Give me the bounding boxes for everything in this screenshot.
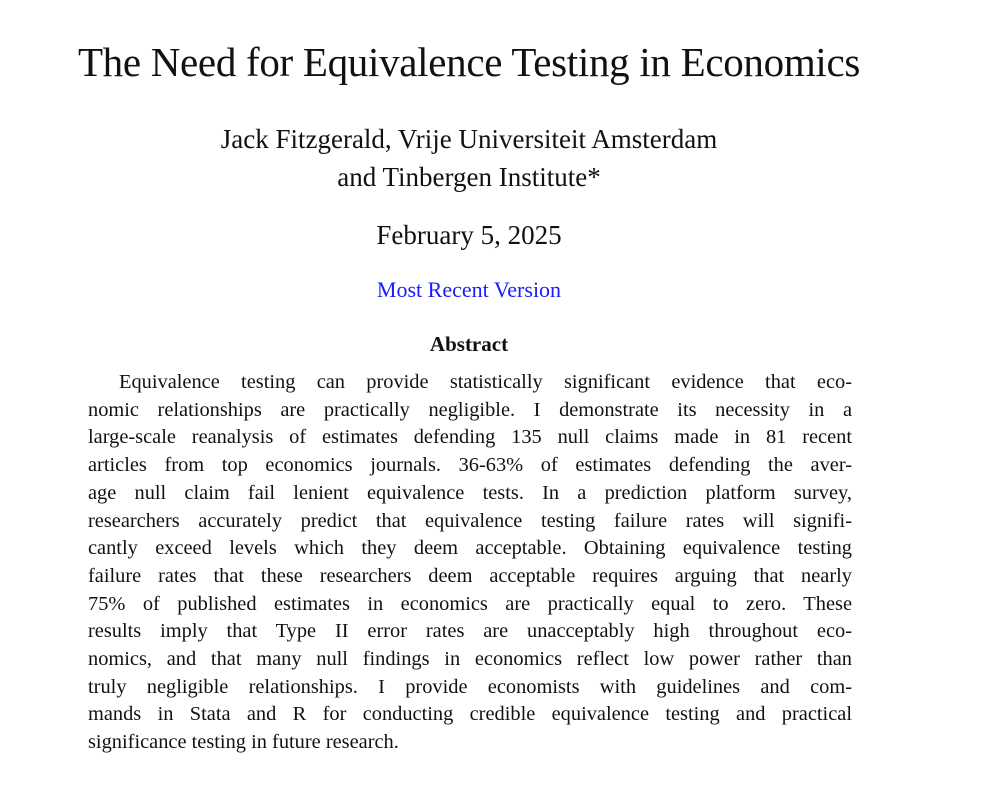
paper-title: The Need for Equivalence Testing in Economics <box>77 39 861 85</box>
author-block <box>0 120 1000 196</box>
abstract-line: failure rates that these researchers deem acceptable requires arguing that nearly <box>88 564 852 587</box>
abstract-line: mands in Stata and R for conducting credible equivalence testing and practical <box>88 703 852 726</box>
most-recent-version-link[interactable]: Most Recent Version <box>376 277 562 302</box>
abstract-line: large-scale reanalysis of estimates defending 135 null claims made in 81 recent <box>88 426 852 449</box>
abstract-line: results imply that Type II error rates are unacceptably high throughout eco- <box>88 620 852 643</box>
abstract-line: nomics, and that many null findings in economics reflect low power rather than <box>88 648 852 671</box>
abstract-line: cantly exceed levels which they deem acceptable. Obtaining equivalence testing <box>88 537 852 560</box>
abstract-line: age null claim fail lenient equivalence tests. In a prediction platform survey, <box>88 481 852 504</box>
abstract-body <box>88 369 852 757</box>
abstract-line: 75% of published estimates in economics are practically equal to zero. These <box>88 592 852 615</box>
abstract-line: truly negligible relationships. I provide economists with guidelines and com- <box>88 675 852 698</box>
abstract-line: nomic relationships are practically negligible. I demonstrate its necessity in a <box>88 398 852 421</box>
author-line-2: and Tinbergen Institute* <box>337 162 601 192</box>
abstract-line: researchers accurately predict that equivalence testing failure rates will signifi- <box>88 509 852 532</box>
paper-date: February 5, 2025 <box>376 220 562 250</box>
author-line-1: Jack Fitzgerald, Vrije Universiteit Amsterdam <box>220 124 718 154</box>
version-link-container <box>0 274 1000 306</box>
abstract-line: articles from top economics journals. 36-63% of estimates defending the aver- <box>88 454 852 477</box>
abstract-line: Equivalence testing can provide statistically significant evidence that eco- <box>119 371 852 393</box>
abstract-line: significance testing in future research. <box>88 731 399 754</box>
abstract-heading: Abstract <box>429 332 509 356</box>
